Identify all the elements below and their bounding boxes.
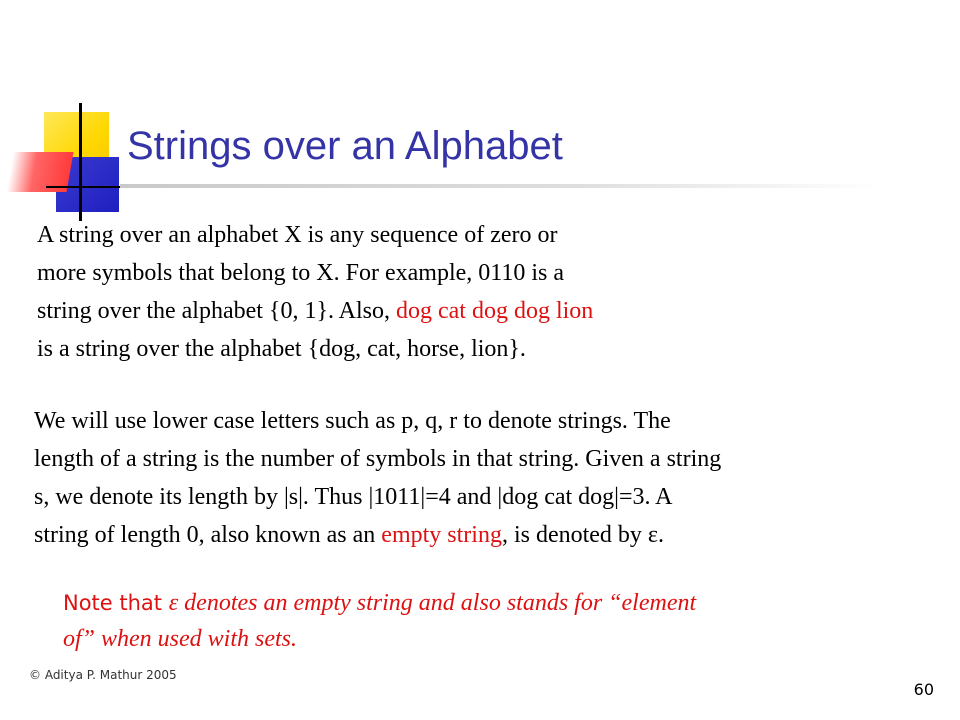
length-line-4-text-a: string of length 0, also known as an (34, 522, 382, 548)
length-line-2: length of a string is the number of symbols in that string. Given a string (34, 446, 722, 472)
empty-string-highlight: empty string (381, 522, 502, 548)
slide-logo (0, 95, 130, 225)
note-line-2: of” when used with sets. (63, 626, 298, 652)
length-paragraph (34, 402, 949, 554)
logo-vertical-line (79, 103, 82, 221)
definition-line-2: more symbols that belong to X. For example, 0110 is a (37, 260, 565, 286)
note-lead: Note that (63, 591, 169, 615)
length-line-4 (34, 516, 949, 554)
page-number: 60 (913, 680, 934, 699)
copyright-footer: © Aditya P. Mathur 2005 (29, 668, 177, 682)
note-line-1 (63, 585, 923, 621)
slide-title: Strings over an Alphabet (127, 124, 563, 168)
length-line-3: s, we denote its length by |s|. Thus |1011|=4 and |dog cat dog|=3. A (34, 484, 673, 510)
length-line-1: We will use lower case letters such as p, q, r to denote strings. The (34, 408, 671, 434)
definition-line-3 (37, 292, 817, 330)
title-underline (120, 184, 880, 188)
definition-paragraph (37, 216, 817, 368)
note-line-1-text: ε denotes an empty string and also stands for “element (168, 590, 697, 616)
length-line-4-text-b: , is denoted by ε. (501, 522, 665, 548)
definition-line-1: A string over an alphabet X is any sequence of zero or (37, 222, 558, 248)
epsilon-note (63, 585, 923, 657)
definition-line-4: is a string over the alphabet {dog, cat, horse, lion}. (37, 336, 526, 362)
definition-line-3-text: string over the alphabet {0, 1}. Also, (37, 298, 396, 324)
example-string-highlight: dog cat dog dog lion (395, 298, 594, 324)
